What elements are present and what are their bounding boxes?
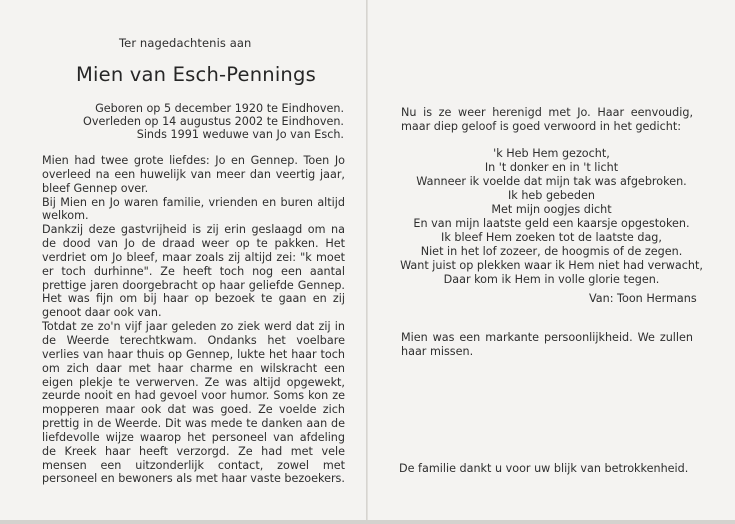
card-bottom-edge: [0, 520, 735, 524]
poem-line: Daar kom ik Hem in volle glorie tegen.: [443, 273, 660, 287]
poem-line: Niet in het lof zozeer, de hoogmis of de zegen.: [420, 245, 683, 259]
biography-paragraph: Mien had twee grote liefdes: Jo en Gennep. Toen Jo overleed na een huwelijk van meer dan veertig jaar, bleef Gennep over.: [42, 154, 345, 195]
left-page: [0, 0, 366, 524]
poem-author: Van: Toon Hermans: [589, 292, 697, 305]
right-page: [368, 0, 735, 524]
family-thanks: De familie dankt u voor uw blijk van betrokkenheid.: [399, 462, 689, 475]
poem-line: Ik heb gebeden: [507, 189, 595, 203]
poem-line: Ik bleef Hem zoeken tot de laatste dag,: [441, 231, 662, 245]
poem-line: En van mijn laatste geld een kaarsje opgestoken.: [413, 217, 690, 231]
biography: [42, 154, 345, 486]
death-line: Overleden op 14 augustus 2002 te Eindhoven.: [83, 115, 344, 129]
birth-line: Geboren op 5 december 1920 te Eindhoven.: [95, 102, 344, 115]
biography-paragraph: Bij Mien en Jo waren familie, vrienden en buren altijd welkom.: [42, 195, 345, 223]
closing-text: Mien was een markante persoonlijkheid. We zullen haar missen.: [401, 331, 693, 358]
poem: [368, 147, 735, 287]
poem-line: Want juist op plekken waar ik Hem niet had verwacht,: [400, 259, 703, 273]
biography-paragraph: Dankzij deze gastvrijheid is zij erin geslaagd om na de dood van Jo de draad weer op te pakken. Het verdriet om Jo bleef, maar zoals zij altijd zei: "k moet er toch durhinne". Ze heeft toch nog een aantal prettige jaren doorgebracht op haar geliefde Gennep. Het was fijn om bij haar op bezoek te gaan en zij genoot daar ook van.: [42, 223, 345, 320]
life-dates: [44, 102, 344, 142]
poem-intro: Nu is ze weer herenigd met Jo. Haar eenvoudig, maar diep geloof is goed verwoord in het gedicht:: [401, 106, 693, 133]
poem-line: 'k Heb Hem gezocht,: [493, 147, 610, 160]
biography-paragraph: Totdat ze zo'n vijf jaar geleden zo ziek werd dat zij in de Weerde terechtkwam. Ondanks het voelbare verlies van haar thuis op Gennep, lukte het haar toch om zich daar met haar charme en wilskracht een eigen plekje te verwerven. Ze was altijd opgewekt, zeurde nooit en had gevoel voor humor. Soms kon ze mopperen maar ook dat was goed. Ze voelde zich prettig in de Weerde. Dit was mede te danken aan de liefdevolle wijze waarop het personeel van afdeling de Kreek haar heeft verzorgd. Ze had met vele mensen een uitzonderlijk contact, zowel met personeel en bewoners als met haar vaste bezoekers.: [42, 320, 345, 486]
widow-line: Sinds 1991 weduwe van Jo van Esch.: [136, 128, 344, 142]
poem-line: In 't donker en in 't licht: [484, 161, 619, 175]
memorial-heading: Ter nagedachtenis aan: [119, 36, 252, 50]
poem-line: Met mijn oogjes dicht: [491, 203, 612, 217]
deceased-name: Mien van Esch-Pennings: [76, 63, 316, 86]
poem-line: Wanneer ik voelde dat mijn tak was afgebroken.: [416, 175, 687, 189]
